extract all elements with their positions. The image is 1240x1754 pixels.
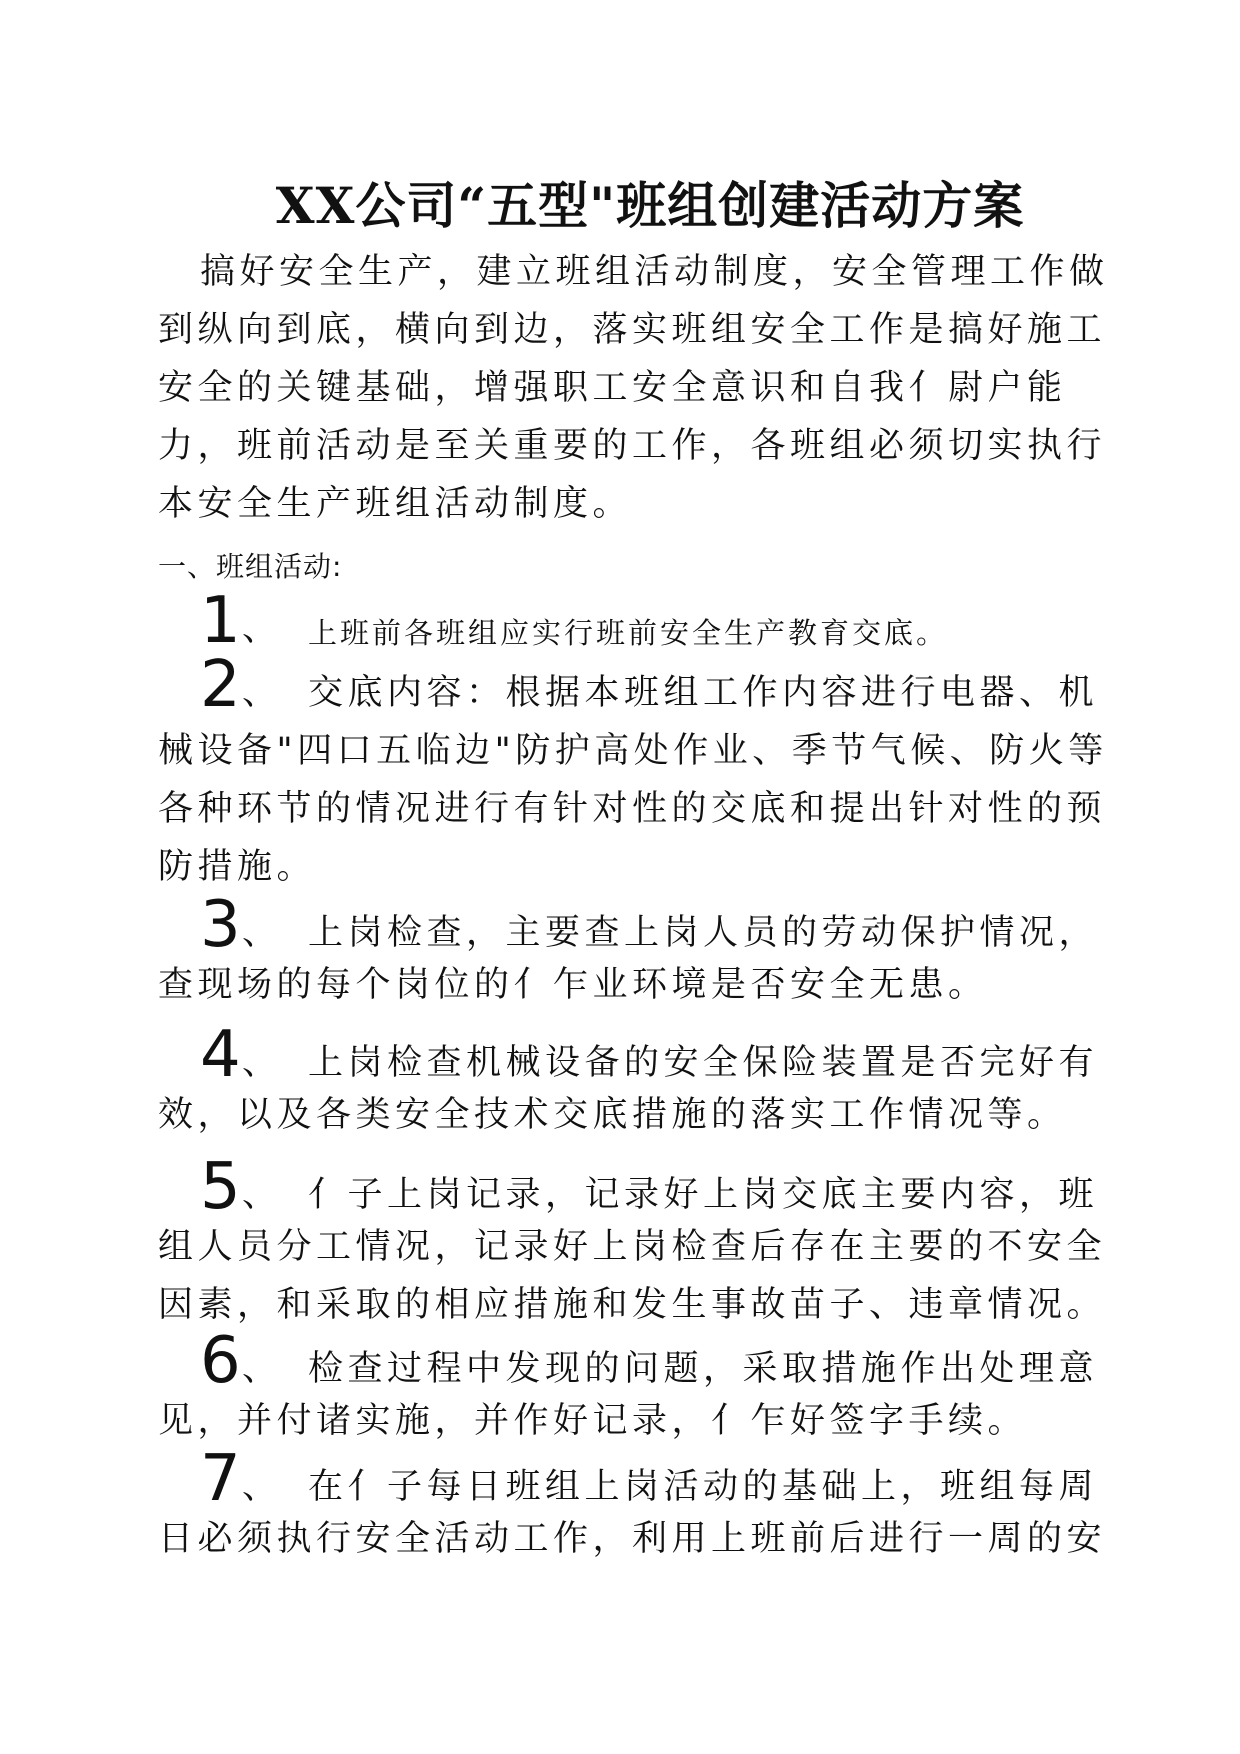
item-continuation: 防措施。 [158, 847, 317, 887]
item-number: 4 [200, 1018, 241, 1092]
item-mark: 、 [242, 1349, 278, 1389]
intro-line: 本安全生产班组活动制度。 [158, 484, 633, 524]
item-first-line: 上岗检查机械设备的安全保险装置是否完好有 [308, 1043, 1099, 1083]
item-first-line: 上班前各班组应实行班前安全生产教育交底。 [308, 616, 949, 650]
item-mark: 、 [242, 1175, 278, 1215]
item-continuation: 见，并付诸实施，并作好记录，亻乍好签字手续。 [158, 1401, 1028, 1441]
intro-line: 力，班前活动是至关重要的工作，各班组必须切实执行 [158, 426, 1107, 466]
item-first-line: 检查过程中发现的问题，采取措施作出处理意 [308, 1349, 1099, 1389]
item-first-line: 交底内容：根据本班组工作内容进行电器、机 [308, 673, 1099, 713]
item-first-line: 在亻子每日班组上岗活动的基础上，班组每周 [308, 1467, 1099, 1507]
item-mark: 、 [242, 1043, 278, 1083]
document-title: XX公司“五型"班组创建活动方案 [275, 176, 1025, 235]
item-number: 5 [200, 1150, 241, 1224]
item-first-line: 亻子上岗记录，记录好上岗交底主要内容，班 [308, 1175, 1099, 1215]
item-continuation: 各种环节的情况进行有针对性的交底和提出针对性的预 [158, 789, 1107, 829]
item-continuation: 械设备"四口五临边"防护高处作业、季节气候、防火等 [158, 731, 1108, 771]
item-number: 7 [200, 1442, 241, 1516]
intro-line: 到纵向到底，横向到边，落实班组安全工作是搞好施工 [158, 310, 1107, 350]
intro-line: 搞好安全生产，建立班组活动制度，安全管理工作做 [200, 252, 1109, 292]
section-heading: 一、班组活动: [158, 550, 343, 583]
item-number: 1 [200, 584, 241, 658]
item-mark: 、 [242, 913, 278, 953]
item-number: 6 [200, 1324, 241, 1398]
item-number: 3 [200, 888, 241, 962]
item-mark: 、 [242, 609, 278, 649]
item-continuation: 日必须执行安全活动工作，利用上班前后进行一周的安 [158, 1519, 1107, 1559]
item-first-line: 上岗检查，主要查上岗人员的劳动保护情况， [308, 913, 1099, 953]
intro-line: 安全的关键基础，增强职工安全意识和自我亻尉户能 [158, 368, 1067, 408]
item-continuation: 组人员分工情况，记录好上岗检查后存在主要的不安全 [158, 1227, 1107, 1267]
item-continuation: 因素，和采取的相应措施和发生事故苗子、违章情况。 [158, 1285, 1107, 1325]
item-continuation: 查现场的每个岗位的亻乍业环境是否安全无患。 [158, 965, 988, 1005]
item-number: 2 [200, 648, 241, 722]
item-mark: 、 [242, 673, 278, 713]
item-continuation: 效，以及各类安全技术交底措施的落实工作情况等。 [158, 1095, 1067, 1135]
item-mark: 、 [242, 1467, 278, 1507]
